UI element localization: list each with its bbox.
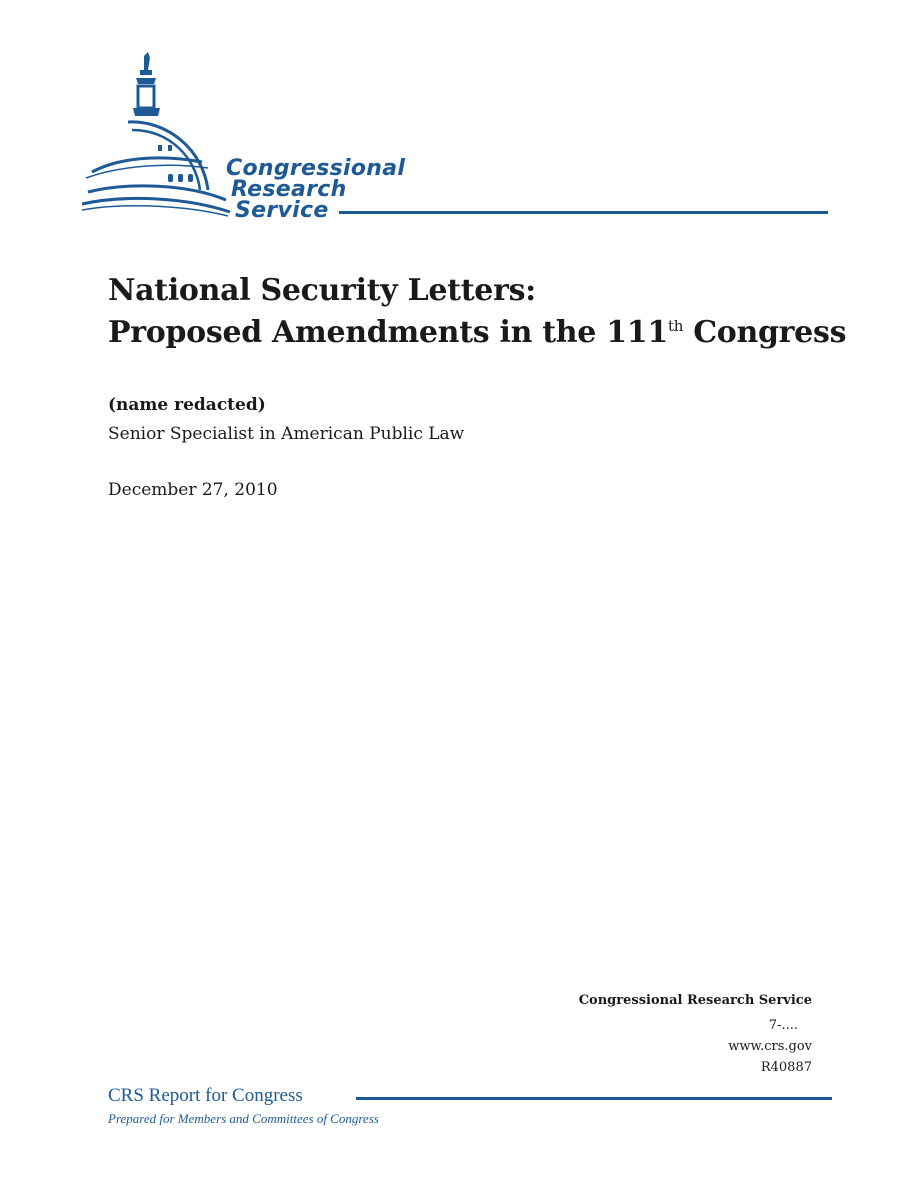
report-title <box>108 270 868 354</box>
crs-name: Congressional Research Service <box>578 993 812 1008</box>
title-line-1: National Security Letters: <box>108 273 536 308</box>
logo-divider <box>339 211 828 214</box>
crs-logo <box>78 50 838 230</box>
capitol-dome-icon <box>78 50 238 220</box>
author-name: (name redacted) <box>108 395 266 415</box>
logo-word-congressional: Congressional <box>226 156 406 181</box>
logo-word-service: Service <box>235 198 329 223</box>
footer-divider <box>356 1097 832 1100</box>
title-line-2-main: Proposed Amendments in the 111 <box>108 315 668 350</box>
footer-subtitle: Prepared for Members and Committees of Congress <box>108 1111 379 1126</box>
title-line-2-end: Congress <box>683 315 847 350</box>
title-line-2 <box>108 312 868 354</box>
crs-website[interactable]: www.crs.gov <box>728 1039 812 1054</box>
report-number: R40887 <box>760 1060 812 1075</box>
crs-contact-block <box>579 990 812 1078</box>
title-ordinal-suffix: th <box>667 317 684 335</box>
footer-title: CRS Report for Congress <box>108 1085 303 1106</box>
logo-word-research: Research <box>231 177 347 202</box>
report-date: December 27, 2010 <box>108 480 278 500</box>
crs-phone: 7-.... <box>768 1018 798 1033</box>
author-title: Senior Specialist in American Public Law <box>108 424 465 444</box>
